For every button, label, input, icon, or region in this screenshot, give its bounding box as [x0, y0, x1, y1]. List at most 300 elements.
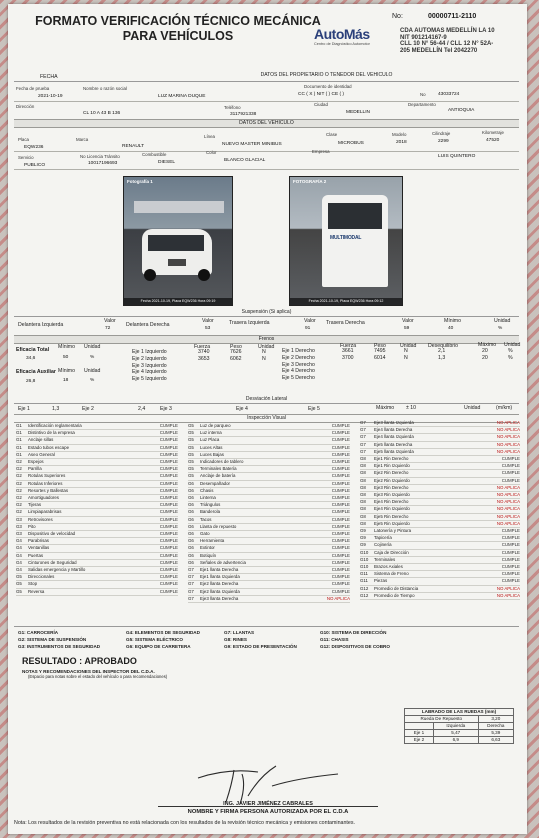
inspection-result: CUMPLE — [300, 588, 350, 595]
inspection-result: CUMPLE — [470, 571, 520, 578]
inspection-item: Ventanillas — [28, 545, 128, 552]
inspection-group-code: G7 — [188, 595, 200, 602]
inspection-item: Dispositivo de velocidad — [28, 531, 128, 538]
inspection-row — [188, 552, 350, 559]
inspection-group-code: G6 — [188, 502, 200, 509]
frenos-header: Frenos — [14, 335, 519, 344]
inspection-item: Indicadores de tablero — [200, 459, 300, 466]
brake-imbalance: 2,1 — [438, 348, 446, 354]
inspection-group-code: G7 — [188, 567, 200, 574]
inspection-group-code: G12 — [360, 592, 374, 599]
group-legend-item: G8: RINES — [224, 637, 247, 642]
inspection-group-code: G10 — [360, 556, 374, 563]
repuesto-label: Rueda De Repuesto — [405, 716, 479, 723]
inspection-group-code: G7 — [188, 588, 200, 595]
labrado-title: LABRADO DE LAS RUEDAS (mm) — [405, 709, 514, 716]
inspection-row — [188, 588, 350, 595]
document-title — [28, 14, 328, 44]
inspection-row — [16, 502, 178, 509]
inspection-group-code: G10 — [360, 549, 374, 556]
suspension-divider — [14, 316, 519, 317]
inspection-item: Cinturones de Seguridad — [28, 559, 128, 566]
inspection-result: CUMPLE — [128, 574, 178, 581]
labrado-table — [404, 708, 514, 744]
inspection-item: Extintor — [200, 545, 300, 552]
inspection-group-code: G6 — [188, 545, 200, 552]
inspection-result: CUMPLE — [300, 545, 350, 552]
inspection-row — [16, 588, 178, 595]
bus-label-text: MULTIMODAL — [330, 235, 362, 241]
inspection-row — [16, 437, 178, 444]
desv-axle-label: Eje 5 — [308, 406, 320, 412]
inspection-item: Eje4 Rin Izquierdo — [374, 506, 470, 513]
inspection-group-code: G5 — [188, 451, 200, 458]
inspection-result: CUMPLE — [128, 581, 178, 588]
inspection-item: Terminales Batería — [200, 466, 300, 473]
inspection-item: Salidas emergencia y Martillo — [28, 567, 128, 574]
brake-left-weight: 6062 — [230, 355, 242, 362]
inspection-row — [188, 567, 350, 574]
inspection-group-code: G1 — [16, 423, 28, 430]
inspection-group-code: G11 — [360, 578, 374, 585]
brake-right-axle: Eje 2 Derecho — [282, 354, 315, 361]
inspection-row — [360, 456, 520, 463]
susp-unit-label: Unidad — [494, 318, 511, 324]
inspection-row — [360, 571, 520, 578]
inspection-result: CUMPLE — [300, 567, 350, 574]
inspection-item: Eje1 llanta Derecha — [200, 567, 300, 574]
inspection-item: Parrilla — [28, 466, 128, 473]
inspection-group-code: G6 — [188, 523, 200, 530]
inspection-item: Retrovisores — [28, 516, 128, 523]
susp-val-label: Valor — [304, 318, 316, 324]
telefono-value: 3117921338 — [230, 112, 257, 117]
inspection-result: CUMPLE — [470, 528, 520, 535]
inspection-group-code: G2 — [16, 487, 28, 494]
inspection-row — [188, 531, 350, 538]
inspection-row — [188, 480, 350, 487]
direccion-value: CL 10 A 43 B 136 — [83, 111, 121, 116]
brake-right-weight: 6014 — [374, 354, 386, 361]
inspection-result: CUMPLE — [300, 437, 350, 444]
desv-max-label: Máximo — [376, 405, 395, 411]
brake-max-unit: % — [508, 348, 513, 354]
inspection-result: CUMPLE — [300, 423, 350, 430]
inspection-row — [360, 578, 520, 585]
inspection-row — [360, 463, 520, 470]
inspection-group-code: G6 — [188, 531, 200, 538]
inspection-group-code: G2 — [16, 495, 28, 502]
inspection-row — [360, 499, 520, 506]
inspection-item: Eje3 Rin Derecho — [374, 484, 470, 491]
combustible-label: Combustible — [142, 152, 167, 157]
ef-min-label: Mínimo — [58, 344, 76, 350]
inspection-result: CUMPLE — [128, 444, 178, 451]
inspection-item: Stop — [28, 581, 128, 588]
desviacion-divider — [14, 403, 519, 404]
brake-right-axle: Eje 3 Derecho — [282, 361, 315, 368]
inspection-column-2 — [188, 423, 350, 603]
inspection-result: NO APLICA — [470, 499, 520, 506]
inspection-item: Parabrisas — [28, 538, 128, 545]
inspection-item: Caja de Dirección — [374, 549, 470, 556]
desv-axle-label: Eje 1 — [18, 406, 30, 412]
inspection-item: Amortiguadores — [28, 495, 128, 502]
cda-name: CDA AUTOMAS MEDELLÍN LA 10 — [400, 28, 495, 34]
logo-brand: AutoMás — [314, 26, 370, 42]
inspection-row — [188, 559, 350, 566]
inspection-item: Eje1 Rin Derecho — [374, 456, 470, 463]
susp-tras-der-value: 59 — [404, 326, 410, 331]
inspection-result: CUMPLE — [470, 578, 520, 585]
modelo-label: Modelo — [392, 132, 407, 137]
eficacia-total-value: 34,6 — [26, 356, 36, 361]
placa-label: Placa — [18, 137, 29, 142]
kilometraje-label: Kilometraje — [482, 130, 504, 135]
inspection-item: Brazos Axiales — [374, 564, 470, 571]
brake-right-axle: Eje 4 Derecho — [282, 368, 315, 375]
inspection-item: Piezas — [374, 578, 470, 585]
logo-subtitle: Centro de Diagnóstico Automotor — [314, 42, 370, 46]
nombre-value: LUZ MARINA DUQUE — [158, 94, 206, 99]
inspection-result: CUMPLE — [128, 487, 178, 494]
inspection-row — [188, 574, 350, 581]
cda-address-2: 205 MEDELLÍN Tel 2042270 — [400, 47, 478, 54]
inspection-group-code: G7 — [360, 427, 374, 434]
inspection-result: CUMPLE — [128, 552, 178, 559]
inspection-group-code: G4 — [16, 538, 28, 545]
inspection-item: Eje5 llanta Izquierda — [374, 448, 470, 455]
inspection-result: CUMPLE — [128, 545, 178, 552]
inspection-result: CUMPLE — [470, 463, 520, 470]
fuerza-label-l: Fuerza — [194, 344, 211, 350]
inspection-row — [360, 542, 520, 549]
inspection-group-code: G6 — [188, 495, 200, 502]
izquierda-label: Izquierda — [433, 723, 478, 730]
inspection-column-1 — [16, 423, 178, 596]
brake-left-weight: 7626 — [230, 349, 242, 355]
inspection-group-code: G7 — [188, 581, 200, 588]
inspection-result: CUMPLE — [128, 495, 178, 502]
brake-max-unit: % — [508, 354, 513, 361]
photo-2 — [289, 176, 403, 306]
inspection-item: Eje2 llanta Izquierda — [200, 588, 300, 595]
susp-tras-izq-value: 91 — [305, 326, 311, 331]
brake-right-force: 3661 — [342, 348, 354, 354]
inspection-row — [188, 430, 350, 437]
bus-rear-window — [328, 203, 382, 229]
inspection-item: Espejos — [28, 459, 128, 466]
inspection-row — [16, 487, 178, 494]
eficacia-auxiliar-label: Eficacia Auxiliar — [16, 369, 56, 375]
inspection-row — [188, 423, 350, 430]
inspection-row — [188, 545, 350, 552]
susp-min-label: Mínimo — [444, 318, 462, 324]
brake-right-unit: N — [404, 348, 408, 354]
labrado-row: Eje 1 5,47 5,39 — [405, 730, 514, 737]
title-line-2: PARA VEHÍCULOS — [122, 29, 234, 43]
eficacia-total-label: Eficacia Total — [16, 347, 50, 353]
cda-nit: NIT 901214167-9 — [400, 34, 447, 41]
susp-del-der-label: Delantera Derecha — [126, 322, 170, 328]
inspection-group-code: G7 — [360, 434, 374, 441]
row-line — [14, 151, 519, 152]
desv-unit-label: Unidad — [464, 405, 481, 411]
inspection-item: Señales de advertencia — [200, 559, 300, 566]
inspection-group-code: G5 — [188, 437, 200, 444]
ef-unidad-label: Unidad — [84, 344, 101, 350]
inspection-group-code: G8 — [360, 513, 374, 520]
inspection-result: CUMPLE — [128, 466, 178, 473]
handwritten-signature — [188, 756, 348, 806]
inspection-row — [16, 581, 178, 588]
desv-axle-value: 2,4 — [138, 406, 146, 412]
inspection-item: Herramienta — [200, 538, 300, 545]
inspection-row — [360, 556, 520, 563]
susp-val-label: Valor — [402, 318, 414, 324]
firma-label: NOMBRE Y FIRMA PERSONA AUTORIZADA POR EL C.D.A — [187, 809, 349, 815]
inspection-result: CUMPLE — [128, 531, 178, 538]
inspection-item: Eje1 Rin Izquierdo — [374, 463, 470, 470]
inspection-group-code: G4 — [16, 567, 28, 574]
inspection-item: Anclaje sillas — [28, 437, 128, 444]
inspection-row — [16, 444, 178, 451]
inspection-item: Triángulos — [200, 502, 300, 509]
automas-logo — [314, 26, 396, 56]
inspection-row — [16, 509, 178, 516]
inspection-item: Identificación reglamentaria — [28, 423, 128, 430]
inspection-group-code: G6 — [188, 552, 200, 559]
desv-max-value: ± 10 — [406, 405, 417, 411]
inspection-document — [8, 4, 527, 834]
licencia-label: No Licencia Tránsito — [80, 154, 120, 159]
inspection-result: CUMPLE — [128, 430, 178, 437]
inspection-result: CUMPLE — [300, 495, 350, 502]
notas-label: NOTAS Y RECOMENDACIONES DEL INSPECTOR DEL C.D.A. — [22, 669, 155, 674]
inspection-group-code: G7 — [360, 448, 374, 455]
inspection-row — [360, 434, 520, 441]
inspection-row — [188, 509, 350, 516]
inspection-result: CUMPLE — [470, 556, 520, 563]
resultado: RESULTADO : APROBADO — [22, 656, 137, 666]
inspection-result: CUMPLE — [128, 423, 178, 430]
inspection-result: CUMPLE — [300, 574, 350, 581]
vehicle-header: DATOS DEL VEHICULO — [14, 119, 519, 128]
inspection-item: Eje5 Rin Izquierdo — [374, 520, 470, 527]
inspection-result: CUMPLE — [300, 531, 350, 538]
licencia-value: 10017196693 — [88, 161, 118, 166]
inspeccion-header: Inspección Visual — [14, 414, 519, 423]
inspection-group-code: G5 — [188, 459, 200, 466]
inspection-group-code: G9 — [360, 542, 374, 549]
inspection-item: Eje4 llanta Derecha — [374, 427, 470, 434]
inspection-item: Reversa — [28, 588, 128, 595]
inspection-item: Luz interna — [200, 430, 300, 437]
inspection-item: Tacos — [200, 516, 300, 523]
inspection-result: CUMPLE — [300, 451, 350, 458]
inspection-item: Eje4 Rin Derecho — [374, 499, 470, 506]
inspection-result: CUMPLE — [300, 473, 350, 480]
inspection-result: CUMPLE — [300, 538, 350, 545]
empresa-label: Empresa — [312, 149, 330, 154]
inspection-item: Eje2 llanta Derecha — [200, 581, 300, 588]
color-label: Color — [206, 150, 217, 155]
inspection-item: Distintivo de la empresa — [28, 430, 128, 437]
inspection-row — [16, 466, 178, 473]
inspection-result: NO APLICA — [470, 448, 520, 455]
inspection-result: CUMPLE — [128, 480, 178, 487]
fecha-prueba-value: 2021-10-19 — [38, 94, 63, 99]
inspection-item: Promedio de Tiempo — [374, 592, 470, 599]
group-legend-item: G9: ESTADO DE PRESENTACIÓN — [224, 644, 297, 649]
inspection-result: CUMPLE — [470, 477, 520, 484]
inspection-item: Eje3 llanta Izquierda — [374, 420, 470, 427]
susp-del-izq-label: Delantera Izquierda — [18, 322, 64, 328]
inspection-item: Sistema de Freno — [374, 571, 470, 578]
ciudad-value: MEDELLIN — [346, 110, 370, 115]
group-legend-item: G12: DISPOSITIVOS DE COBRO — [320, 644, 390, 649]
inspection-result: NO APLICA — [470, 441, 520, 448]
inspection-item: Latonería y Pintura — [374, 528, 470, 535]
inspection-group-code: G1 — [16, 451, 28, 458]
inspection-item: Pito — [28, 523, 128, 530]
inspection-result: CUMPLE — [470, 456, 520, 463]
group-legend-item: G11: CHASIS — [320, 637, 349, 642]
unidad-label-max: Unidad — [504, 342, 521, 348]
photo-2-caption: Fecha 2021-10-19, Placa EQW236 Hora 09:12 — [290, 298, 402, 305]
inspection-item: Cojinería — [374, 542, 470, 549]
inspection-item: Estado tubos escape — [28, 444, 128, 451]
inspection-result: NO APLICA — [470, 492, 520, 499]
group-legend-item: G7: LLANTAS — [224, 630, 255, 635]
inspection-row — [188, 473, 350, 480]
inspection-result: NO APLICA — [470, 420, 520, 427]
inspection-result: CUMPLE — [470, 549, 520, 556]
inspection-result: CUMPLE — [300, 480, 350, 487]
inspection-row — [188, 437, 350, 444]
inspection-row — [360, 592, 520, 599]
peso-label-r: Peso — [374, 343, 386, 349]
desequilibrio-label: Desequilibrio — [428, 343, 458, 349]
fuerza-label-r: Fuerza — [340, 343, 357, 349]
inspection-row — [360, 484, 520, 491]
desv-unit-value: (m/km) — [496, 405, 513, 411]
modelo-value: 2018 — [396, 140, 407, 145]
inspection-result: CUMPLE — [128, 559, 178, 566]
fecha-prueba-label: Fecha de prueba — [16, 86, 50, 91]
inspection-group-code: G1 — [16, 437, 28, 444]
inspection-group-code: G5 — [16, 588, 28, 595]
inspection-row — [16, 531, 178, 538]
group-legend-item: G4: ELEMENTOS DE SEGURIDAD — [126, 630, 200, 635]
inspection-item: Llanta de repuesto — [200, 523, 300, 530]
inspection-group-code: G3 — [16, 531, 28, 538]
inspection-row — [188, 466, 350, 473]
inspection-row — [16, 423, 178, 430]
inspection-row — [360, 528, 520, 535]
owner-header: DATOS DEL PROPIETARIO O TENEDOR DEL VEHICULO — [260, 72, 393, 78]
inspection-item: Eje4 llanta Izquierda — [374, 434, 470, 441]
inspection-group-code: G4 — [16, 552, 28, 559]
inspection-item: Aseo General — [28, 451, 128, 458]
brake-left-force: 3740 — [198, 349, 210, 355]
inspection-row — [16, 574, 178, 581]
inspection-item: Eje5 llanta Derecha — [374, 441, 470, 448]
inspection-group-code: G10 — [360, 564, 374, 571]
inspection-result: CUMPLE — [300, 487, 350, 494]
inspection-column-3 — [360, 420, 520, 600]
inspection-row — [188, 516, 350, 523]
footer-note: Nota: Los resultados de la revisión preventiva no está relacionada con los resultados de la revisión técnico mecánica y emisiones contaminantes. — [14, 820, 355, 826]
clase-label: Clase — [326, 132, 338, 137]
inspection-result: NO APLICA — [470, 506, 520, 513]
inspection-result: CUMPLE — [300, 430, 350, 437]
susp-del-der-value: 53 — [205, 326, 211, 331]
servicio-label: Servicio — [18, 155, 34, 160]
servicio-value: PUBLICO — [24, 163, 46, 168]
ef-unidad-value: % — [90, 355, 95, 360]
cilindraje-value: 2299 — [438, 139, 449, 144]
inspection-result: CUMPLE — [470, 564, 520, 571]
desv-axle-value: 1,3 — [52, 406, 60, 412]
conductor-value: LUIS QUINTERO — [438, 154, 476, 159]
inspection-item: Eje1 llanta Izquierda — [200, 574, 300, 581]
documento-tipos: CC ( X ) NIT ( ) CE ( ) — [298, 92, 345, 97]
inspection-group-code: G7 — [188, 574, 200, 581]
brake-right-force: 3700 — [342, 354, 354, 361]
inspection-result: CUMPLE — [128, 567, 178, 574]
inspection-row — [360, 549, 520, 556]
linea-label: Línea — [204, 134, 215, 139]
brake-max: 20 — [482, 354, 488, 361]
notas-subtitle: (Espacio para notas sobre el estado del vehículo o para recomendaciones) — [28, 674, 168, 679]
group-legend-item: G5: SISTEMA ELÉCTRICO — [126, 637, 183, 642]
group-legend-item: G3: INSTRUMENTOS DE SEGURIDAD — [18, 644, 101, 649]
inspection-row — [16, 538, 178, 545]
labrado-blank — [405, 723, 434, 730]
inspection-row — [360, 585, 520, 592]
inspection-result: CUMPLE — [300, 502, 350, 509]
fecha-label: FECHA — [40, 74, 58, 80]
inspection-group-code: G5 — [188, 473, 200, 480]
inspection-item: Botiquín — [200, 552, 300, 559]
inspection-group-code: G6 — [188, 487, 200, 494]
inspection-group-code: G2 — [16, 502, 28, 509]
inspection-item: Eje3 llanta Derecha — [200, 595, 300, 602]
susp-min-value: 40 — [448, 326, 454, 331]
inspection-row — [360, 470, 520, 477]
inspection-result: NO APLICA — [470, 513, 520, 520]
groups-divider — [14, 626, 519, 627]
susp-del-izq-value: 72 — [105, 326, 111, 331]
inspection-result: NO APLICA — [470, 585, 520, 592]
inspection-result: CUMPLE — [128, 516, 178, 523]
desviacion-header: Desviación Lateral — [245, 396, 288, 402]
inspector-name: ING. JAVIER JIMÉNEZ CABRALES — [223, 801, 313, 807]
inspection-group-code: G8 — [360, 492, 374, 499]
inspection-result: CUMPLE — [128, 509, 178, 516]
inspection-item: Gato — [200, 531, 300, 538]
inspection-row — [16, 480, 178, 487]
documento-label: Documento de identidad — [304, 84, 352, 89]
row-line — [14, 101, 519, 102]
inspection-item: Luces Altas — [200, 444, 300, 451]
inspection-result: CUMPLE — [300, 509, 350, 516]
inspection-item: Rotulas Superiores — [28, 473, 128, 480]
inspection-item: Eje2 Rin Derecho — [374, 470, 470, 477]
cda-info — [400, 28, 524, 54]
inspection-group-code: G5 — [188, 430, 200, 437]
